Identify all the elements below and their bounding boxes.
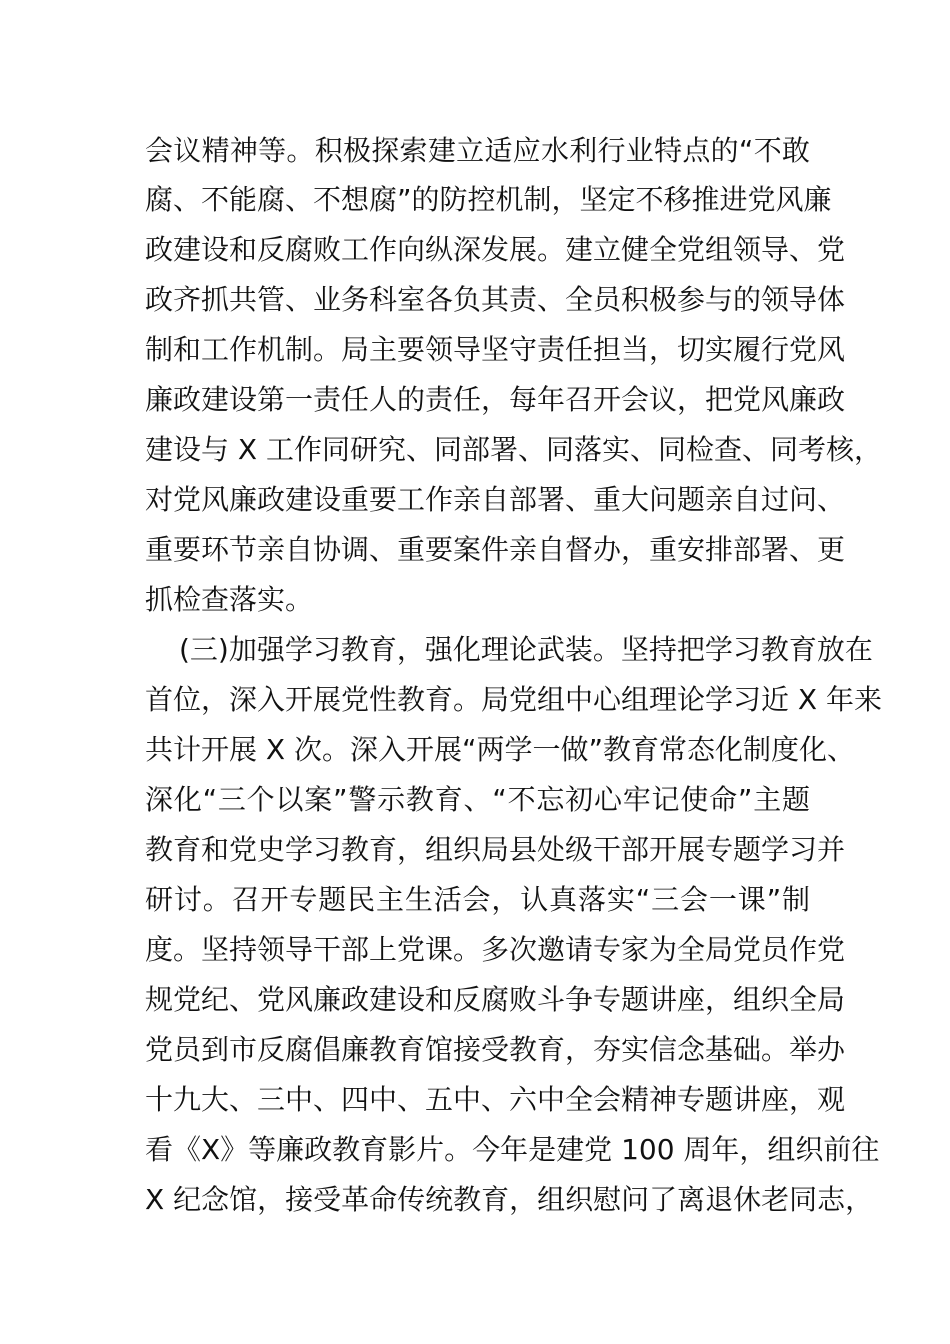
text-line: 共计开展 X 次。深入开展“两学一做”教育常态化制度化、 xyxy=(145,733,855,766)
section-heading-line: (三)加强学习教育，强化理论武装。坚持把学习教育放在 xyxy=(179,633,873,666)
text-line: 重要环节亲自协调、重要案件亲自督办，重安排部署、更 xyxy=(145,533,846,566)
text-line: 党员到市反腐倡廉教育馆接受教育，夯实信念基础。举办 xyxy=(145,1033,846,1066)
text-line: 腐、不能腐、不想腐”的防控机制，坚定不移推进党风廉 xyxy=(145,183,832,216)
text-line: 会议精神等。积极探索建立适应水利行业特点的“不敢 xyxy=(145,134,810,167)
text-line: 对党风廉政建设重要工作亲自部署、重大问题亲自过问、 xyxy=(145,483,846,516)
text-line: 政齐抓共管、业务科室各负其责、全员积极参与的领导体 xyxy=(145,283,846,316)
text-line: 规党纪、党风廉政建设和反腐败斗争专题讲座，组织全局 xyxy=(145,983,846,1016)
text-line: 制和工作机制。局主要领导坚守责任担当，切实履行党风 xyxy=(145,333,846,366)
text-line: 廉政建设第一责任人的责任，每年召开会议，把党风廉政 xyxy=(145,383,846,416)
text-line: 研讨。召开专题民主生活会，认真落实“三会一课”制 xyxy=(145,883,810,916)
text-line: 首位，深入开展党性教育。局党组中心组理论学习近 X 年来 xyxy=(145,683,882,716)
text-line: 深化“三个以案”警示教育、“不忘初心牢记使命”主题 xyxy=(145,783,810,816)
text-line: 看《X》等廉政教育影片。今年是建党 100 周年，组织前往 xyxy=(145,1133,880,1166)
text-line: X 纪念馆，接受革命传统教育，组织慰问了离退休老同志， xyxy=(145,1183,874,1216)
text-line: 十九大、三中、四中、五中、六中全会精神专题讲座，观 xyxy=(145,1083,846,1116)
text-line: 教育和党史学习教育，组织局县处级干部开展专题学习并 xyxy=(145,833,846,866)
text-line: 抓检查落实。 xyxy=(145,583,314,616)
text-line: 度。坚持领导干部上党课。多次邀请专家为全局党员作党 xyxy=(145,933,846,966)
text-line: 政建设和反腐败工作向纵深发展。建立健全党组领导、党 xyxy=(145,233,846,266)
text-line: 建设与 X 工作同研究、同部署、同落实、同检查、同考核， xyxy=(145,433,882,466)
